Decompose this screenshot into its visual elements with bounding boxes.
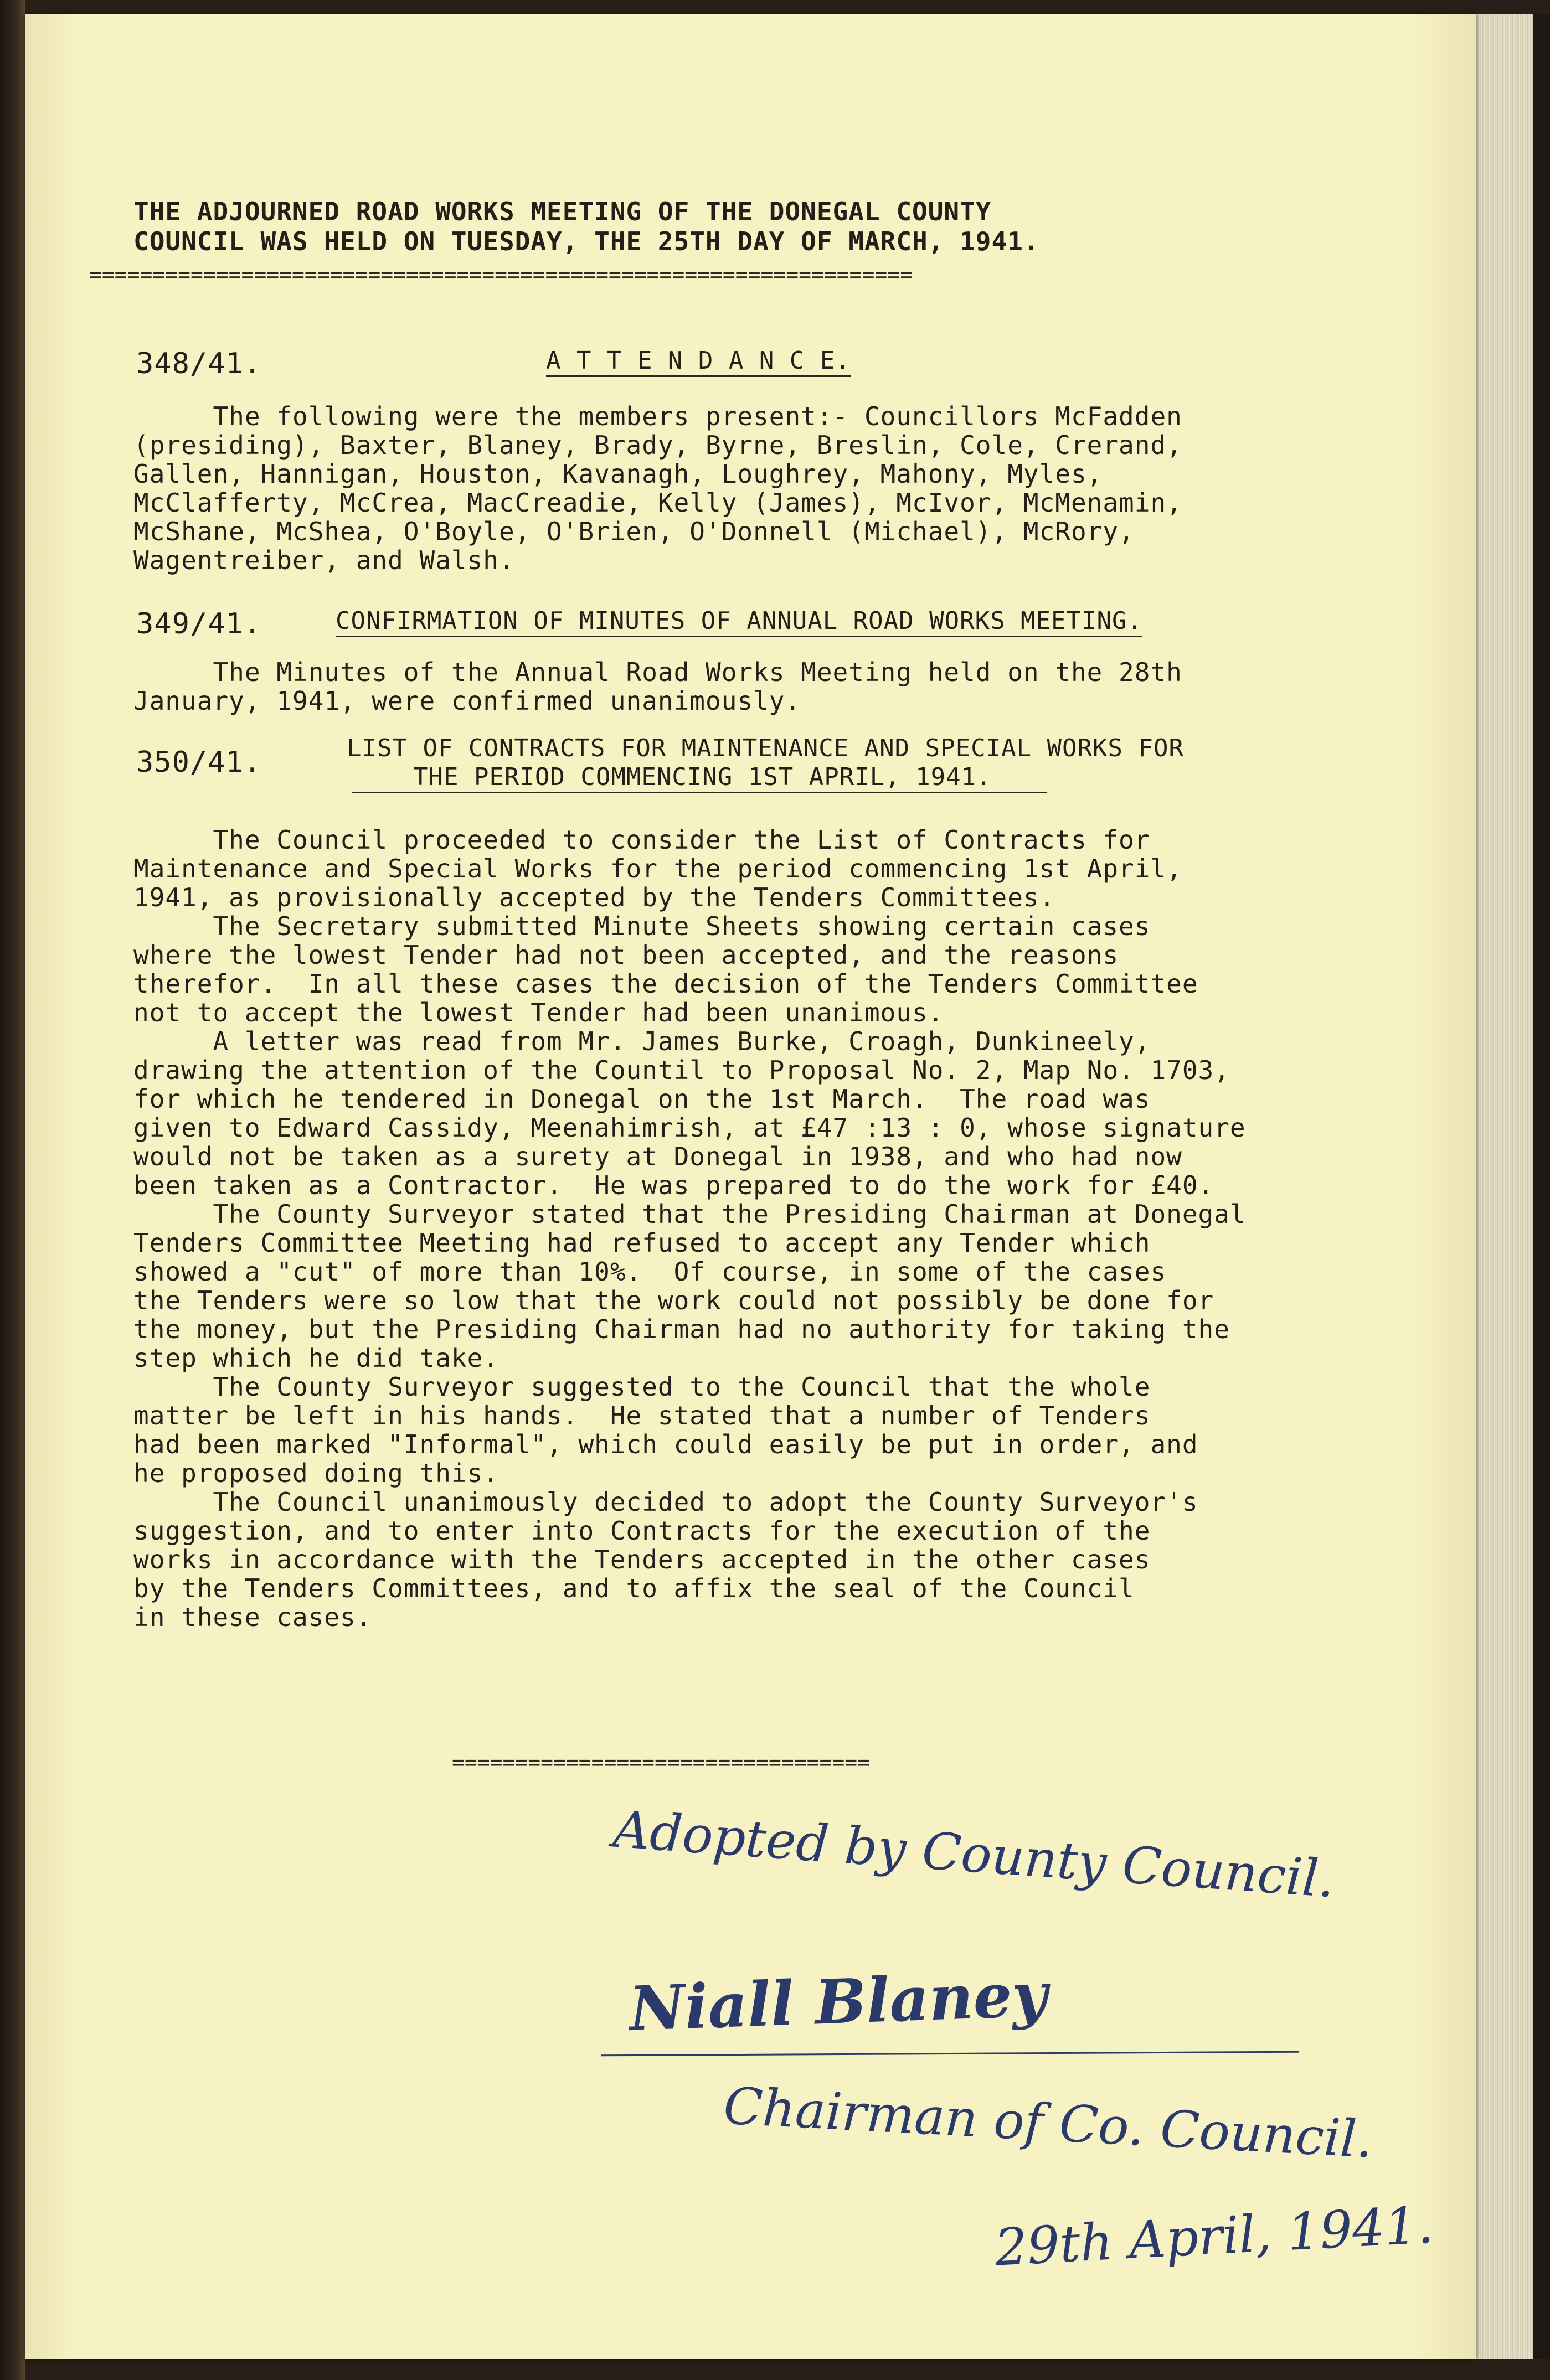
body-line: showed a "cut" of more than 10%. Of course, in some of the cases bbox=[133, 1257, 1167, 1287]
body-line: Maintenance and Special Works for the period commencing 1st April, bbox=[133, 854, 1182, 884]
body-line: works in accordance with the Tenders accepted in the other cases bbox=[133, 1545, 1151, 1574]
body-line: he proposed doing this. bbox=[133, 1458, 499, 1488]
body-line: drawing the attention of the Countil to Proposal No. 2, Map No. 1703, bbox=[133, 1055, 1230, 1085]
item-title-line-1: LIST OF CONTRACTS FOR MAINTENANCE AND SPECIAL WORKS FOR bbox=[347, 734, 1184, 762]
body-line: McClafferty, McCrea, MacCreadie, Kelly (James), McIvor, McMenamin, bbox=[133, 488, 1182, 518]
body-line: matter be left in his hands. He stated that a number of Tenders bbox=[133, 1401, 1151, 1431]
book-binding bbox=[0, 0, 25, 2380]
body-line: The following were the members present:- Councillors McFadden bbox=[133, 401, 1182, 431]
body-line: The Secretary submitted Minute Sheets showing certain cases bbox=[133, 911, 1151, 941]
body-line: step which he did take. bbox=[133, 1343, 499, 1373]
item-title-line-2: THE PERIOD COMMENCING 1ST APRIL, 1941. bbox=[352, 763, 1047, 793]
page-edges bbox=[1476, 14, 1550, 2359]
body-line: would not be taken as a surety at Donegal in 1938, and who had now bbox=[133, 1142, 1182, 1171]
body-line: therefor. In all these cases the decision of the Tenders Committee bbox=[133, 969, 1198, 999]
body-line: (presiding), Baxter, Blaney, Brady, Byrne, Breslin, Cole, Crerand, bbox=[133, 430, 1182, 460]
body-line: the Tenders were so low that the work could not possibly be done for bbox=[133, 1285, 1214, 1315]
body-line: The County Surveyor suggested to the Council that the whole bbox=[133, 1372, 1151, 1402]
body-line: given to Edward Cassidy, Meenahimrish, at £47 :13 : 0, whose signature bbox=[133, 1113, 1246, 1143]
body-line: for which he tendered in Donegal on the 1st March. The road was bbox=[133, 1084, 1151, 1114]
closing-rule: ================================= bbox=[452, 1750, 870, 1774]
body-line: not to accept the lowest Tender had been unanimous. bbox=[133, 998, 944, 1028]
body-line: where the lowest Tender had not been accepted, and the reasons bbox=[133, 940, 1119, 970]
body-line: The Minutes of the Annual Road Works Meeting held on the 28th bbox=[133, 657, 1182, 687]
item-number: 350/41. bbox=[136, 746, 262, 779]
body-line: McShane, McShea, O'Boyle, O'Brien, O'Donnell (Michael), McRory, bbox=[133, 517, 1135, 546]
chairman-title: Chairman of Co. Council. bbox=[722, 2076, 1374, 2170]
item-title: CONFIRMATION OF MINUTES OF ANNUAL ROAD WORKS MEETING. bbox=[336, 607, 1142, 637]
heading-line-2: COUNCIL WAS HELD ON TUESDAY, THE 25TH DAY OF MARCH, 1941. bbox=[133, 226, 1039, 256]
heading-rule: ================================================================= bbox=[89, 262, 913, 287]
body-line: Gallen, Hannigan, Houston, Kavanagh, Loughrey, Mahony, Myles, bbox=[133, 459, 1103, 489]
body-line: A letter was read from Mr. James Burke, Croagh, Dunkineely, bbox=[133, 1026, 1151, 1056]
item-number: 349/41. bbox=[136, 607, 262, 641]
item-title: A T T E N D A N C E. bbox=[546, 347, 851, 377]
body-line: The Council unanimously decided to adopt the County Surveyor's bbox=[133, 1487, 1198, 1517]
body-line: January, 1941, were confirmed unanimously. bbox=[133, 686, 801, 716]
body-line: had been marked "Informal", which could easily be put in order, and bbox=[133, 1429, 1198, 1459]
body-line: The Council proceeded to consider the List of Contracts for bbox=[133, 825, 1151, 855]
item-number: 348/41. bbox=[136, 347, 262, 380]
body-line: 1941, as provisionally accepted by the Tenders Committees. bbox=[133, 882, 1055, 912]
chairman-signature: Niall Blaney bbox=[627, 1958, 1049, 2045]
body-line: by the Tenders Committees, and to affix the seal of the Council bbox=[133, 1573, 1135, 1603]
signature-line bbox=[601, 2051, 1299, 2057]
adoption-date: 29th April, 1941. bbox=[993, 2195, 1435, 2278]
body-line: Wagentreiber, and Walsh. bbox=[133, 545, 515, 575]
adopted-note: Adopted by County Council. bbox=[611, 1799, 1337, 1909]
body-line: been taken as a Contractor. He was prepared to do the work for £40. bbox=[133, 1170, 1214, 1200]
heading-line-1: THE ADJOURNED ROAD WORKS MEETING OF THE DONEGAL COUNTY bbox=[133, 197, 992, 226]
body-line: the money, but the Presiding Chairman had no authority for taking the bbox=[133, 1314, 1230, 1344]
document-page bbox=[25, 14, 1476, 2359]
body-line: Tenders Committee Meeting had refused to accept any Tender which bbox=[133, 1228, 1151, 1258]
body-line: suggestion, and to enter into Contracts for the execution of the bbox=[133, 1516, 1151, 1546]
body-line: in these cases. bbox=[133, 1602, 372, 1632]
body-line: The County Surveyor stated that the Presiding Chairman at Donegal bbox=[133, 1199, 1246, 1229]
